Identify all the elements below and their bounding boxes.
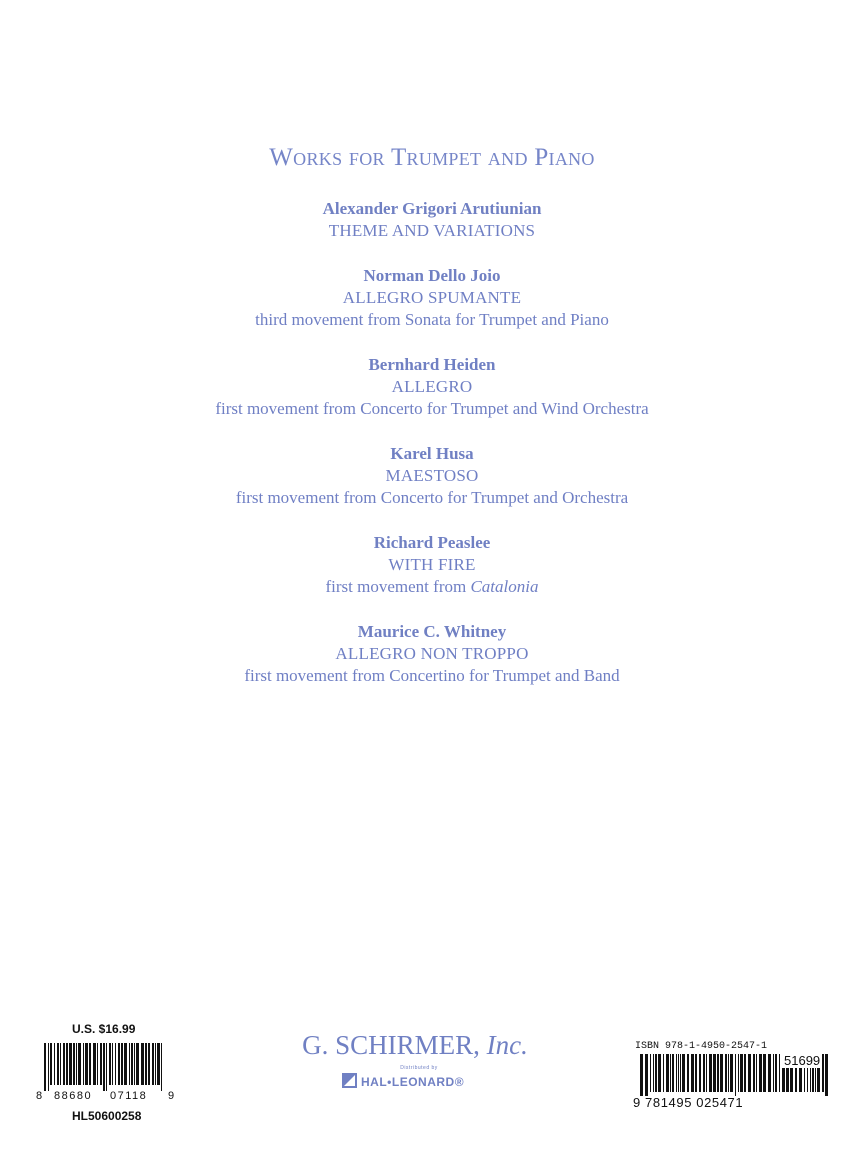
barcode-bar — [738, 1054, 739, 1092]
barcode-bar — [121, 1043, 123, 1085]
barcode-bar — [152, 1043, 154, 1085]
svg-text:HAL•LEONARD®: HAL•LEONARD® — [361, 1075, 465, 1089]
barcode-bar — [775, 1054, 777, 1092]
barcode-bar — [670, 1054, 671, 1092]
barcode-bar — [756, 1054, 757, 1092]
barcode-bar — [763, 1054, 766, 1092]
barcode-bar — [658, 1054, 661, 1092]
barcode-bar — [83, 1043, 84, 1085]
barcode-bar — [773, 1054, 774, 1092]
barcode-bar — [825, 1054, 828, 1096]
barcode-bar — [717, 1054, 719, 1092]
barcode-bar — [54, 1043, 55, 1085]
barcode-bar — [124, 1043, 127, 1085]
barcode-bar — [44, 1043, 46, 1091]
price-label: U.S. $16.99 — [72, 1022, 136, 1036]
piece-title: MAESTOSO — [385, 466, 479, 485]
upc-barcode — [44, 1043, 166, 1091]
barcode-bar — [709, 1054, 712, 1092]
barcode-bar — [744, 1054, 746, 1092]
barcode-bar — [672, 1054, 674, 1092]
piece-source — [0, 576, 864, 598]
barcode-bar — [706, 1054, 707, 1092]
page-title: Works for Trumpet and Piano — [269, 144, 595, 171]
barcode-bar — [136, 1043, 139, 1085]
composer-name: Karel Husa — [390, 444, 474, 463]
barcode-bar — [76, 1043, 77, 1085]
barcode-bar — [687, 1054, 689, 1092]
upc-right-digits: 07118 — [110, 1090, 148, 1102]
barcode-bar — [89, 1043, 91, 1085]
barcode-bar — [678, 1054, 679, 1092]
barcode-bar — [713, 1054, 716, 1092]
barcode-bar — [735, 1054, 736, 1096]
barcode-bar — [666, 1054, 669, 1092]
barcode-bar — [155, 1043, 156, 1085]
publisher-name-text: G. SCHIRMER, — [302, 1030, 487, 1060]
barcode-bar — [725, 1054, 727, 1092]
work-item — [0, 354, 864, 420]
isbn-digits: 9 781495 025471 — [633, 1095, 744, 1110]
upc-lead-digit: 8 — [36, 1090, 43, 1102]
barcode-bar — [50, 1043, 52, 1085]
barcode-bar — [655, 1054, 657, 1092]
barcode-bar — [740, 1054, 743, 1092]
barcode-bar — [759, 1054, 762, 1092]
barcode-bar — [676, 1054, 677, 1092]
work-item — [0, 198, 864, 242]
barcode-bar — [106, 1043, 107, 1091]
barcode-bar — [85, 1043, 88, 1085]
barcode-bar — [66, 1043, 68, 1085]
composer-name: Bernhard Heiden — [368, 355, 496, 374]
work-item — [0, 621, 864, 687]
barcode-bar — [100, 1043, 102, 1085]
barcode-bar — [695, 1054, 697, 1092]
barcode-bar — [720, 1054, 723, 1092]
piece-source-text: first movement from — [325, 577, 471, 596]
barcode-bar — [115, 1043, 116, 1085]
barcode-bar — [145, 1043, 147, 1085]
barcode-bar — [645, 1054, 648, 1096]
isbn-price-code: 51699 — [784, 1053, 821, 1068]
composer-name: Richard Peaslee — [373, 533, 491, 552]
barcode-bar — [691, 1054, 694, 1092]
barcode-bar — [78, 1043, 81, 1085]
piece-source-italic: Catalonia — [470, 577, 539, 596]
barcode-bar — [93, 1043, 96, 1085]
barcode-bar — [779, 1054, 780, 1092]
barcode-bar — [129, 1043, 130, 1085]
barcode-bar — [822, 1054, 824, 1092]
work-item — [0, 532, 864, 598]
barcode-bar — [148, 1043, 150, 1085]
piece-source: first movement from Concerto for Trumpet and Orchestra — [235, 488, 629, 507]
barcode-bar — [103, 1043, 105, 1091]
barcode-bar — [753, 1054, 755, 1092]
composer-name: Norman Dello Joio — [363, 266, 501, 285]
barcode-bar — [97, 1043, 98, 1085]
barcode-bar — [141, 1043, 144, 1085]
piece-title: ALLEGRO SPUMANTE — [342, 288, 522, 307]
barcode-bar — [650, 1054, 651, 1092]
publisher-name — [290, 1030, 540, 1061]
barcode-bar — [703, 1054, 705, 1092]
barcode-bar — [73, 1043, 75, 1085]
works-list — [0, 198, 864, 710]
barcode-bar — [157, 1043, 160, 1085]
piece-title: WITH FIRE — [388, 555, 476, 574]
barcode-bar — [653, 1054, 654, 1092]
barcode-bar — [748, 1054, 751, 1092]
barcode-bar — [663, 1054, 664, 1092]
barcode-bar — [69, 1043, 72, 1085]
barcode-bar — [118, 1043, 120, 1085]
barcode-bar — [640, 1054, 643, 1096]
piece-title: ALLEGRO NON TROPPO — [335, 644, 529, 663]
barcode-bar — [63, 1043, 65, 1085]
barcode-bar — [57, 1043, 59, 1085]
distributed-by-label: Distributed by — [400, 1065, 438, 1071]
upc-left-digits: 88680 — [54, 1090, 93, 1102]
barcode-bar — [109, 1043, 111, 1085]
piece-source: third movement from Sonata for Trumpet and Piano — [255, 310, 609, 329]
piece-title: ALLEGRO — [391, 377, 473, 396]
barcode-bar — [699, 1054, 701, 1092]
barcode-bar — [161, 1043, 162, 1091]
hal-leonard-logo — [341, 1071, 496, 1091]
barcode-bar — [768, 1054, 771, 1092]
barcode-bar — [131, 1043, 133, 1085]
barcode-bar — [680, 1054, 681, 1092]
barcode-bar — [112, 1043, 113, 1085]
work-item — [0, 443, 864, 509]
barcode-bar — [134, 1043, 135, 1085]
barcode-bar — [730, 1054, 733, 1092]
piece-title: THEME AND VARIATIONS — [328, 221, 536, 240]
composer-name: Alexander Grigori Arutiunian — [322, 199, 542, 218]
piece-source: first movement from Concerto for Trumpet and Wind Orchestra — [215, 399, 649, 418]
barcode-bar — [728, 1054, 729, 1092]
isbn-label: ISBN 978-1-4950-2547-1 — [635, 1041, 768, 1052]
barcode-bar — [682, 1054, 685, 1092]
work-item — [0, 265, 864, 331]
item-code: HL50600258 — [72, 1109, 142, 1123]
barcode-bar — [48, 1043, 49, 1091]
barcode-bar — [60, 1043, 61, 1085]
upc-check-digit: 9 — [168, 1090, 175, 1102]
piece-source: first movement from Concertino for Trumpet and Band — [244, 666, 620, 685]
composer-name: Maurice C. Whitney — [357, 622, 507, 641]
publisher-suffix: Inc. — [486, 1030, 528, 1060]
